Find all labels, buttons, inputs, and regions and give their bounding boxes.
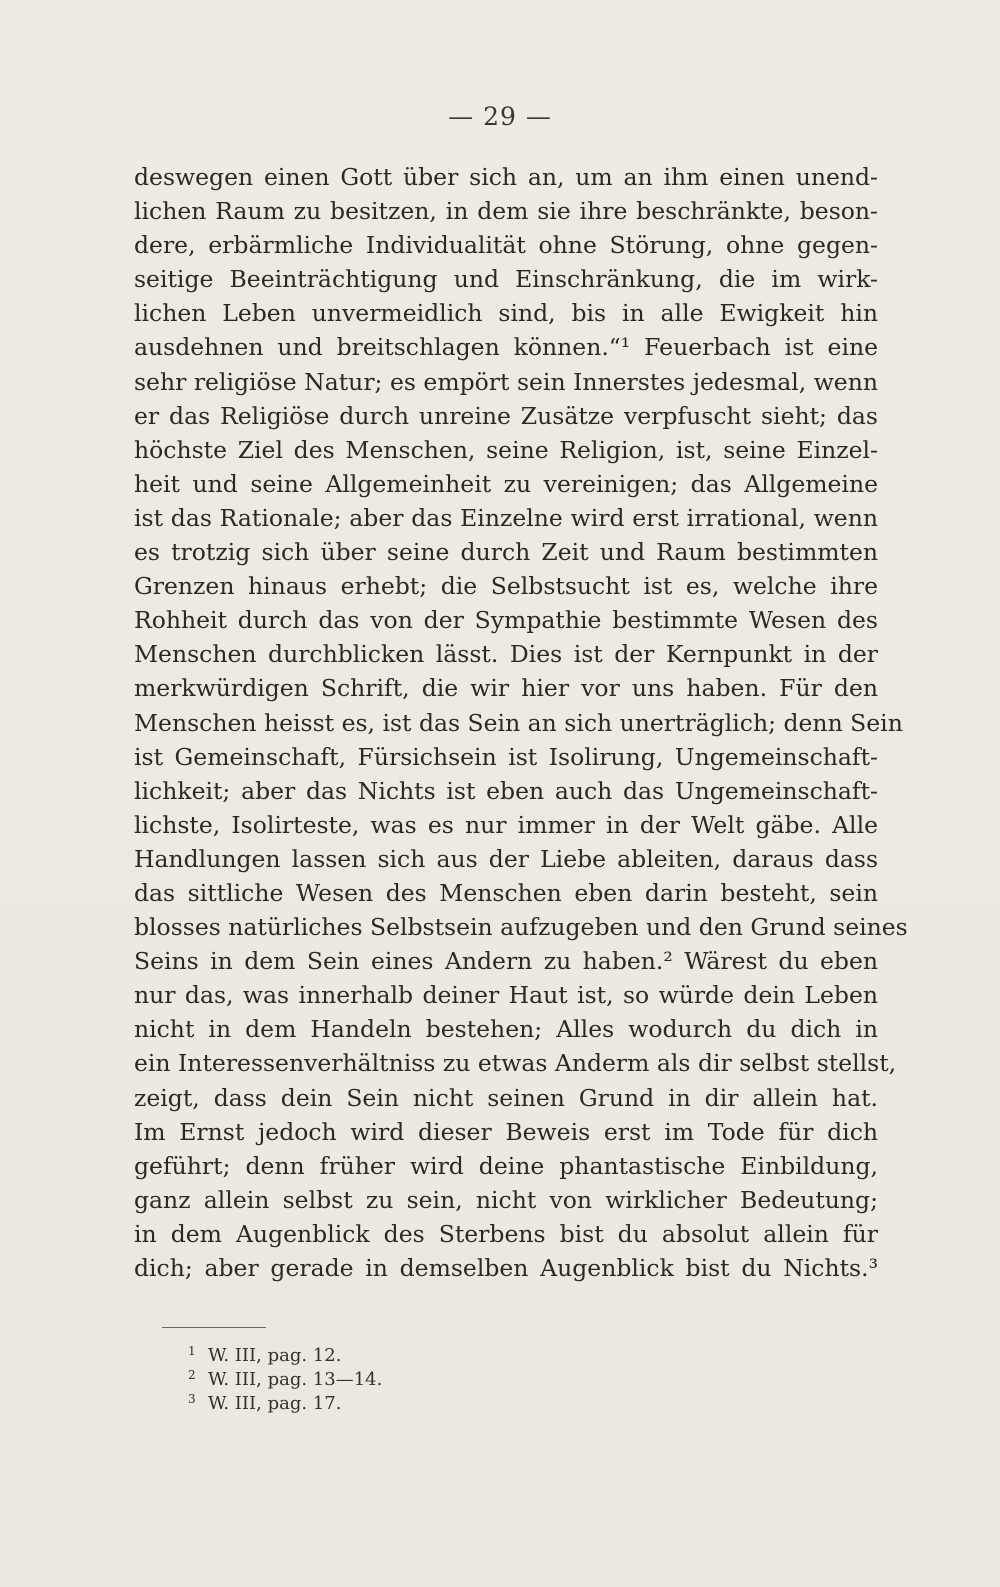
text-line: merkwürdigen Schrift, die wir hier vor uns haben. Für den	[134, 674, 878, 703]
footnote-text: W. III, pag. 12.	[208, 1345, 342, 1366]
footnote-divider	[162, 1327, 266, 1328]
text-line: seitige Beeinträchtigung und Einschränkung, die im wirk-	[134, 265, 878, 294]
text-line: nur das, was innerhalb deiner Haut ist, so würde dein Leben	[134, 981, 878, 1010]
text-line: zeigt, dass dein Sein nicht seinen Grund in dir allein hat.	[134, 1083, 878, 1112]
page-number: — 29 —	[448, 102, 552, 131]
body-text	[134, 160, 908, 1285]
text-line: das sittliche Wesen des Menschen eben darin besteht, sein	[134, 878, 878, 907]
text-line: Grenzen hinaus erhebt; die Selbstsucht ist es, welche ihre	[134, 572, 878, 601]
text-line: lichste, Isolirteste, was es nur immer in der Welt gäbe. Alle	[134, 810, 878, 839]
text-line: lichkeit; aber das Nichts ist eben auch das Ungemeinschaft-	[134, 776, 878, 805]
text-line: sehr religiöse Natur; es empört sein Innerstes jedesmal, wenn	[134, 367, 878, 396]
footnote-text: W. III, pag. 13—14.	[208, 1369, 383, 1390]
footnotes	[188, 1344, 588, 1416]
text-line: dere, erbärmliche Individualität ohne Störung, ohne gegen-	[134, 231, 878, 260]
text-line: Menschen heisst es, ist das Sein an sich unerträglich; denn Sein	[134, 708, 903, 737]
footnote-text: W. III, pag. 17.	[208, 1393, 342, 1414]
text-line: ganz allein selbst zu sein, nicht von wirklicher Bedeutung;	[134, 1185, 878, 1214]
text-line: Seins in dem Sein eines Andern zu haben.² Wärest du eben	[134, 947, 878, 976]
text-line: ausdehnen und breitschlagen können.“¹ Feuerbach ist eine	[134, 333, 878, 362]
text-line: ist das Rationale; aber das Einzelne wird erst irrational, wenn	[134, 503, 878, 532]
text-line: höchste Ziel des Menschen, seine Religion, ist, seine Einzel-	[134, 435, 878, 464]
text-line: Handlungen lassen sich aus der Liebe ableiten, daraus dass	[134, 844, 878, 873]
text-line: Rohheit durch das von der Sympathie bestimmte Wesen des	[134, 606, 878, 635]
text-line: lichen Raum zu besitzen, in dem sie ihre beschränkte, beson-	[134, 197, 878, 226]
text-line: Menschen durchblicken lässt. Dies ist der Kernpunkt in der	[134, 640, 878, 669]
text-line: ist Gemeinschaft, Fürsichsein ist Isolirung, Ungemeinschaft-	[134, 742, 878, 771]
text-line: blosses natürliches Selbstsein aufzugeben und den Grund seines	[134, 913, 908, 942]
text-line: Im Ernst jedoch wird dieser Beweis erst im Tode für dich	[134, 1117, 878, 1146]
text-line: nicht in dem Handeln bestehen; Alles wodurch du dich in	[134, 1015, 878, 1044]
text-line: es trotzig sich über seine durch Zeit und Raum bestimmten	[134, 538, 878, 567]
text-line: heit und seine Allgemeinheit zu vereinigen; das Allgemeine	[134, 469, 878, 498]
footnote-item: 1 W. III, pag. 12.	[188, 1344, 342, 1366]
text-line: dich; aber gerade in demselben Augenblick bist du Nichts.³	[134, 1254, 878, 1282]
text-line: er das Religiöse durch unreine Zusätze verpfuscht sieht; das	[134, 401, 878, 430]
text-line: lichen Leben unvermeidlich sind, bis in alle Ewigkeit hin	[134, 299, 878, 328]
text-line: ein Interessenverhältniss zu etwas Anderm als dir selbst stellst,	[134, 1049, 897, 1078]
text-line: geführt; denn früher wird deine phantastische Einbildung,	[134, 1151, 878, 1180]
footnote-item: 2 W. III, pag. 13—14.	[188, 1368, 383, 1390]
text-line: in dem Augenblick des Sterbens bist du absolut allein für	[134, 1219, 878, 1248]
text-line: deswegen einen Gott über sich an, um an ihm einen unend-	[134, 163, 878, 191]
footnote-item: 3 W. III, pag. 17.	[188, 1392, 342, 1414]
